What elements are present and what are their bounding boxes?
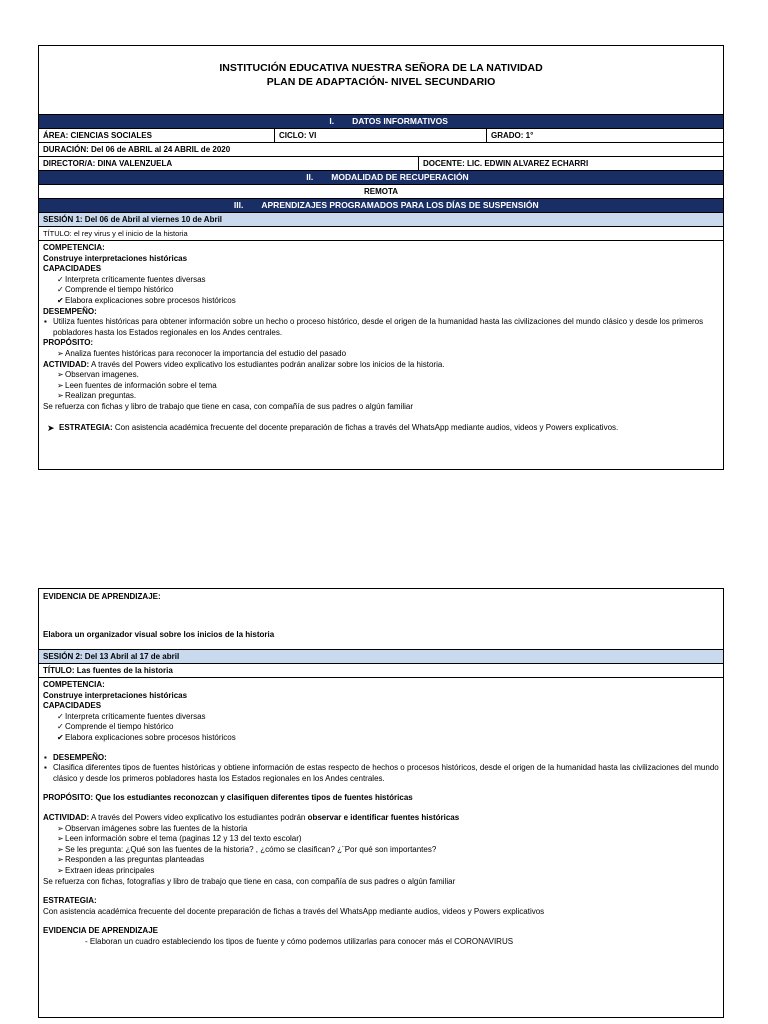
desempeno-item xyxy=(43,763,719,784)
square-bullet-icon: ▪ xyxy=(44,763,47,773)
arrow-bullet-icon: ➢ xyxy=(57,380,64,390)
arrow-bullet-icon: ➢ xyxy=(57,865,64,875)
competencia-text: Construye interpretaciones históricas xyxy=(43,253,188,263)
check-icon: ✓ xyxy=(57,722,64,732)
section-modalidad xyxy=(39,171,723,185)
desempeno-item xyxy=(43,317,719,338)
actividad-item xyxy=(43,866,719,877)
ciclo-cell: CICLO: VI xyxy=(275,129,487,142)
arrow-bullet-icon: ➢ xyxy=(57,844,64,854)
estrategia-label: ESTRATEGIA: xyxy=(59,422,113,432)
arrow-bullet-icon: ➢ xyxy=(57,348,64,358)
actividad-line xyxy=(43,360,719,371)
capacidad-item xyxy=(43,275,719,286)
actividad-item-text: Realizan preguntas. xyxy=(65,391,137,401)
desempeno-label: DESEMPEÑO: xyxy=(43,306,97,316)
grado-cell: GRADO: 1° xyxy=(491,131,534,140)
info-row-area xyxy=(39,129,723,143)
refuerzo-text: Se refuerza con fichas, fotografías y libro de trabajo que tiene en casa, con compañía de sus padres o algún familiar xyxy=(43,876,456,886)
actividad-item xyxy=(43,845,719,856)
actividad-item xyxy=(43,381,719,392)
actividad-label: ACTIVIDAD: xyxy=(43,359,90,369)
director-cell: DIRECTOR/A: DINA VALENZUELA xyxy=(39,157,419,170)
competencia-label: COMPETENCIA: xyxy=(43,243,105,252)
sesion-2-header: SESIÓN 2: Del 13 Abril al 17 de abril xyxy=(39,650,723,664)
estrategia-label: ESTRATEGIA: xyxy=(43,896,97,906)
proposito-label: PROPÓSITO: xyxy=(43,338,94,348)
check-icon: ✓ xyxy=(57,285,64,295)
plan-title: PLAN DE ADAPTACIÓN- NIVEL SECUNDARIO xyxy=(266,76,496,88)
competencia-text: Construye interpretaciones históricas xyxy=(43,690,188,700)
proposito-text: Que los estudiantes reconozcan y clasifiquen diferentes tipos de fuentes históricas xyxy=(93,793,413,803)
actividad-text: A través del Powers video explicativo los estudiantes podrán xyxy=(89,812,308,822)
actividad-item-text: Observan imágenes sobre las fuentes de la historia xyxy=(65,823,248,833)
capacidad-text: Elabora explicaciones sobre procesos históricos xyxy=(65,295,236,305)
sesion-1-content xyxy=(39,241,723,435)
document-page-2 xyxy=(38,588,724,1018)
check-icon: ✓ xyxy=(57,274,64,284)
check-icon: ✔ xyxy=(57,732,64,742)
capacidad-item xyxy=(43,722,719,733)
capacidades-label: CAPACIDADES xyxy=(43,264,102,274)
evidencia-1-block xyxy=(39,589,723,650)
actividad-item-text: Leen fuentes de información sobre el tema xyxy=(65,380,217,390)
actividad-text: A través del Powers video explicativo los estudiantes podrán analizar sobre los inicios de la historia. xyxy=(89,359,445,369)
desempeno-label: DESEMPEÑO: xyxy=(53,752,107,762)
proposito-text: Analiza fuentes históricas para reconocer la importancia del estudio del pasado xyxy=(65,348,347,358)
check-icon: ✔ xyxy=(57,295,64,305)
actividad-item-text: Leen información sobre el tema (paginas 12 y 13 del texto escolar) xyxy=(65,834,302,844)
actividad-item-text: Se les pregunta: ¿Qué son las fuentes de la historia? , ¿cómo se clasifican? ¿¨Por qué son importantes? xyxy=(65,844,437,854)
actividad-line xyxy=(43,813,719,824)
refuerzo-text: Se refuerza con fichas y libro de trabajo que tiene en casa, con compañía de sus padres o algún familiar xyxy=(43,401,413,411)
actividad-item xyxy=(43,391,719,402)
section-number: II. xyxy=(306,172,314,182)
section-aprendizajes xyxy=(39,199,723,213)
estrategia-line xyxy=(43,423,719,434)
arrow-bullet-icon: ➢ xyxy=(57,834,64,844)
actividad-item xyxy=(43,824,719,835)
estrategia-text: Con asistencia académica frecuente del docente preparación de fichas a través del WhatsApp mediante audios, videos y Powers explicativos. xyxy=(112,422,619,432)
proposito-item xyxy=(43,349,719,360)
section-datos-informativos xyxy=(39,115,723,129)
competencia-label: COMPETENCIA: xyxy=(43,680,105,689)
docente-cell: DOCENTE: LIC. EDWIN ALVAREZ ECHARRI xyxy=(423,159,589,168)
section-label: DATOS INFORMATIVOS xyxy=(352,116,448,126)
arrow-bullet-icon: ➢ xyxy=(57,855,64,865)
arrow-bullet-icon: ➢ xyxy=(57,370,64,380)
arrow-bullet-icon: ➢ xyxy=(57,823,64,833)
actividad-label: ACTIVIDAD: xyxy=(43,812,90,822)
actividad-item xyxy=(43,370,719,381)
capacidad-item xyxy=(43,296,719,307)
square-bullet-icon: ▪ xyxy=(44,317,47,327)
actividad-item xyxy=(43,834,719,845)
duracion-cell: DURACIÓN: Del 06 de ABRIL al 24 ABRIL de 2020 xyxy=(43,145,231,154)
modalidad-value: REMOTA xyxy=(39,185,723,199)
info-row-director xyxy=(39,157,723,171)
document-header xyxy=(39,46,723,115)
area-cell: ÁREA: CIENCIAS SOCIALES xyxy=(39,129,275,142)
sesion-2-content xyxy=(39,678,723,949)
sesion-1-titulo: TÍTULO: el rey virus y el inicio de la historia xyxy=(39,227,723,241)
actividad-item xyxy=(43,855,719,866)
desempeno-text: Clasifica diferentes tipos de fuentes históricas y obtiene información de estas respecto de hechos o procesos históricos, desde el origen de la humanidad hasta las civilizaciones del mundo clásico y desde los primeros pobladores hasta los Estados regionales en los Andes centrales. xyxy=(53,763,719,783)
capacidad-text: Elabora explicaciones sobre procesos históricos xyxy=(65,732,236,742)
capacidad-text: Interpreta críticamente fuentes diversas xyxy=(65,711,206,721)
actividad-item-text: Observan imagenes. xyxy=(65,370,139,380)
capacidad-text: Comprende el tiempo histórico xyxy=(65,285,174,295)
proposito-label: PROPÓSITO: xyxy=(43,793,94,803)
evidencia-label: EVIDENCIA DE APRENDIZAJE: xyxy=(43,592,161,601)
evidencia-label: EVIDENCIA DE APRENDIZAJE xyxy=(43,926,158,936)
desempeno-text: Utiliza fuentes históricas para obtener información sobre un hecho o proceso histórico, desde el origen de la humanidad hasta las civilizaciones del mundo clásico y desde los primeros pobladores hasta los Estados regionales en los Andes centrales. xyxy=(53,317,704,337)
document-page-1 xyxy=(38,45,724,470)
evidencia-text: - Elaboran un cuadro estableciendo los tipos de fuente y cómo podemos utilizarlas para conocer más el CORONAVIRUS xyxy=(85,936,514,946)
capacidades-label: CAPACIDADES xyxy=(43,701,102,711)
actividad-item-text: Responden a las preguntas planteadas xyxy=(65,855,205,865)
section-label: APRENDIZAJES PROGRAMADOS PARA LOS DÍAS DE SUSPENSIÓN xyxy=(261,200,539,210)
capacidad-text: Interpreta críticamente fuentes diversas xyxy=(65,274,206,284)
arrow-bullet-icon: ➤ xyxy=(47,422,55,433)
evidencia-text: Elabora un organizador visual sobre los inicios de la historia xyxy=(43,630,275,639)
proposito-line xyxy=(43,793,719,804)
capacidad-item xyxy=(43,733,719,744)
institution-title: INSTITUCIÓN EDUCATIVA NUESTRA SEÑORA DE LA NATIVIDAD xyxy=(219,62,543,74)
check-icon: ✓ xyxy=(57,711,64,721)
section-number: III. xyxy=(233,200,244,210)
capacidad-text: Comprende el tiempo histórico xyxy=(65,722,174,732)
arrow-bullet-icon: ➢ xyxy=(57,391,64,401)
capacidad-item xyxy=(43,285,719,296)
sesion-1-header: SESIÓN 1: Del 06 de Abril al viernes 10 de Abril xyxy=(39,213,723,227)
capacidad-item xyxy=(43,712,719,723)
sesion-2-titulo: TÍTULO: Las fuentes de la historia xyxy=(39,664,723,678)
section-label: MODALIDAD DE RECUPERACIÓN xyxy=(331,172,469,182)
section-number: I. xyxy=(329,116,335,126)
actividad-bold-text: observar e identificar fuentes históricas xyxy=(307,812,460,822)
square-bullet-icon: ▪ xyxy=(44,752,47,762)
info-row-duracion xyxy=(39,143,723,157)
desempeno-label-item xyxy=(43,753,719,764)
actividad-item-text: Extraen ideas principales xyxy=(65,865,155,875)
estrategia-text: Con asistencia académica frecuente del docente preparación de fichas a través del WhatsApp mediante audios, videos y Powers explicativos xyxy=(43,906,545,916)
